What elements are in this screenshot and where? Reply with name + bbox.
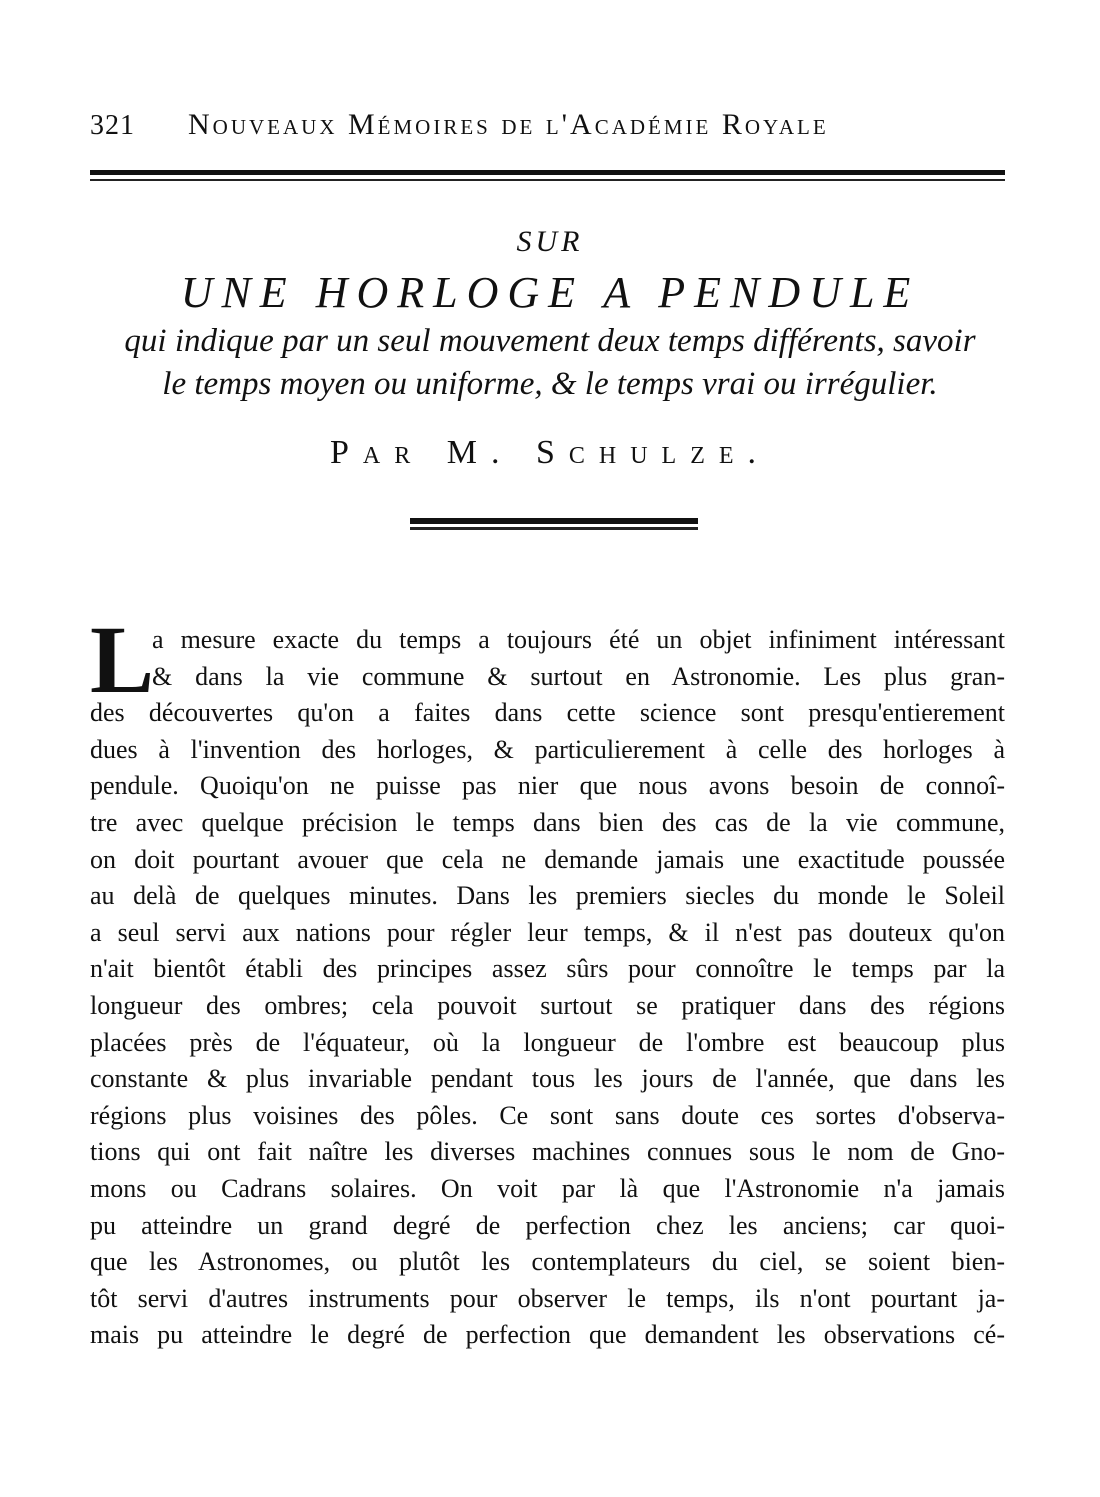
text-line: au delà de quelques minutes. Dans les premiers siecles du monde le Soleil: [90, 881, 1005, 911]
ornament-bar-thin: [410, 527, 698, 530]
text-line: tions qui ont fait naître les diverses machines connues sous le nom de Gno-: [90, 1137, 1005, 1167]
text-line: tre avec quelque précision le temps dans bien des cas de la vie commune,: [90, 807, 1005, 837]
title-prefix: SUR: [516, 225, 584, 258]
text-line: constante & plus invariable pendant tous les jours de l'année, que dans les: [90, 1064, 1005, 1094]
page-number: 321: [90, 110, 135, 141]
body-paragraph: [90, 606, 1005, 1354]
subtitle-line-1: qui indique par un seul mouvement deux temps différents, savoir: [124, 323, 976, 359]
subtitle-line-2: le temps moyen ou uniforme, & le temps vrai ou irrégulier.: [162, 366, 938, 402]
header-rule-thin: [90, 179, 1005, 181]
header-rule-thick: [90, 170, 1005, 175]
author-byline: Par M. Schulze.: [329, 434, 771, 471]
text-line: mons ou Cadrans solaires. On voit par là que l'Astronomie n'a jamais: [90, 1173, 1005, 1203]
text-line: placées près de l'équateur, où la longueur de l'ombre est beaucoup plus: [90, 1027, 1005, 1057]
text-line: on doit pourtant avouer que cela ne demande jamais une exactitude poussée: [90, 844, 1005, 874]
text-line: des découvertes qu'on a faites dans cette science sont presqu'entierement: [90, 698, 1005, 728]
article-title: UNE HORLOGE A PENDULE: [180, 268, 920, 317]
ornament-bar-thick: [410, 518, 698, 524]
ornamental-rule: [410, 518, 698, 531]
running-head: [90, 108, 1010, 148]
text-line: n'ait bientôt établi des principes assez sûrs pour connoître le temps par la: [90, 954, 1005, 984]
drop-cap: L: [90, 606, 155, 713]
text-line: a mesure exacte du temps a toujours été un objet infiniment intéressant: [152, 625, 1005, 654]
text-line: que les Astronomes, ou plutôt les contemplateurs du ciel, se soient bien-: [90, 1247, 1005, 1277]
text-line: tôt servi d'autres instruments pour observer le temps, ils n'ont pourtant ja-: [90, 1283, 1005, 1313]
text-line: pendule. Quoiqu'on ne puisse pas nier que nous avons besoin de connoî-: [90, 771, 1005, 801]
text-line: pu atteindre un grand degré de perfection chez les anciens; car quoi-: [90, 1210, 1005, 1240]
text-line: dues à l'invention des horloges, & particulierement à celle des horloges à: [90, 734, 1005, 764]
text-line: longueur des ombres; cela pouvoit surtout se pratiquer dans des régions: [90, 990, 1005, 1020]
journal-title: Nouveaux Mémoires de l'Académie Royale: [188, 108, 829, 141]
text-line: régions plus voisines des pôles. Ce sont sans doute ces sortes d'observa-: [90, 1100, 1005, 1130]
article-title-block: [80, 222, 1020, 406]
text-line: mais pu atteindre le degré de perfection que demandent les observations cé-: [90, 1320, 1005, 1350]
text-line: a seul servi aux nations pour régler leur temps, & il n'est pas douteux qu'on: [90, 917, 1005, 947]
text-line: & dans la vie commune & surtout en Astronomie. Les plus gran-: [152, 661, 1005, 691]
